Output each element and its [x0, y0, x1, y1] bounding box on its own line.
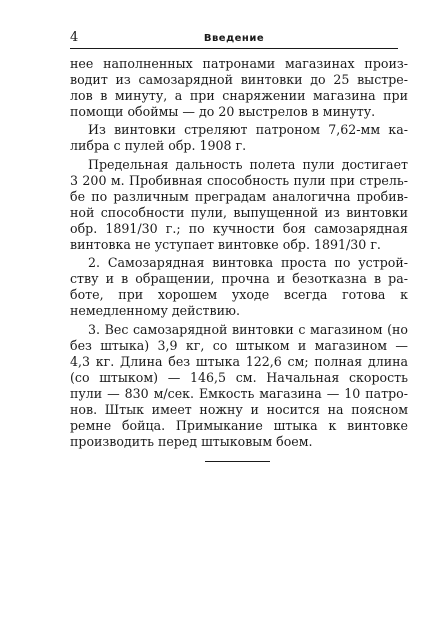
body-text: [70, 56, 408, 452]
text-line: 2. Самозарядная винтовка проста по устрой-: [88, 255, 408, 271]
paragraph-1: [70, 56, 408, 120]
text-line: ремне бойца. Примыкание штыка к винтовке: [70, 418, 408, 434]
text-line: Из винтовки стреляют патроном 7,62-мм ка-: [88, 122, 408, 138]
text-line: Предельная дальность полета пули достигает: [88, 156, 408, 172]
text-line: немедленному действию.: [70, 303, 240, 319]
page-number: 4: [70, 30, 79, 45]
text-line: лов в минуту, а при снаряжении магазина при: [70, 88, 408, 104]
text-line: 3. Вес самозарядной винтовки с магазином (но: [88, 321, 408, 337]
paragraph-3: [70, 157, 408, 254]
text-line: пули — 830 м/сек. Емкость магазина — 10 патро-: [70, 385, 408, 401]
running-head: Введение: [203, 33, 265, 44]
paragraph-5: [70, 322, 408, 451]
text-line: 4,3 кг. Длина без штыка 122,6 см; полная длина: [70, 353, 408, 369]
text-line: без штыка) 3,9 кг, со штыком и магазином —: [70, 337, 408, 353]
text-line: производить перед штыковым боем.: [70, 434, 313, 450]
text-line: нов. Штык имеет ножну и носится на поясном: [70, 401, 408, 417]
text-line: (со штыком) — 146,5 см. Начальная скорость: [70, 369, 408, 385]
page-header: [70, 30, 398, 49]
text-line: помощи обоймы — до 20 выстрелов в минуту.: [70, 104, 376, 120]
text-line: ной способности пули, выпущенной из винтовки: [70, 204, 408, 220]
text-line: водит из самозарядной винтовки до 25 выстре-: [70, 72, 408, 88]
text-line: либра с пулей обр. 1908 г.: [70, 138, 247, 154]
text-line: винтовка не уступает винтовке обр. 1891/30 г.: [70, 237, 381, 253]
text-line: ству и в обращении, прочна и безотказна в ра-: [70, 271, 408, 287]
text-line: боте, при хорошем уходе всегда готова к: [70, 287, 408, 303]
text-line: 3 200 м. Пробивная способность пули при стрель-: [70, 172, 408, 188]
text-line: нее наполненных патронами магазинах произ-: [70, 56, 408, 71]
text-line: бе по различным преградам аналогична пробив-: [70, 188, 408, 204]
end-of-text-rule: [205, 461, 270, 462]
paragraph-2: [70, 122, 408, 154]
text-line: обр. 1891/30 г.; по кучности боя самозарядная: [70, 220, 408, 236]
paragraph-4: [70, 255, 408, 319]
